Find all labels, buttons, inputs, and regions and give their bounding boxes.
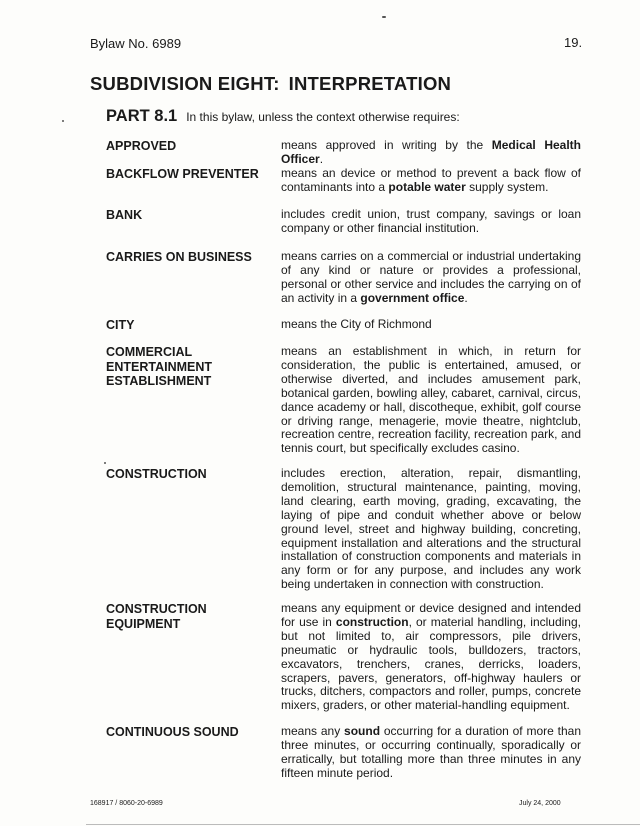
scan-speck [104, 462, 106, 464]
scan-speck [62, 120, 64, 122]
definition-term: BANK [106, 208, 143, 222]
definition-text-run: means any [281, 724, 345, 738]
definition-text-run: means any equipment or device designed and intended for use in [281, 601, 581, 629]
definition-text [281, 345, 581, 456]
section-title [90, 73, 451, 95]
definition-text-run: , or material handling, including, but not limited to, air compressors, pile drivers, pneumatic or hydraulic tools, bulldozers, tractors, excavators, trenchers, cranes, derricks, loaders, scrapers, pavers, generators, off-highway haulers or trucks, ditchers, compactors and roller, pumps, concrete mixers, graders, or other material-handling equipment. [281, 614, 581, 713]
definition-text-run: means the City of Richmond [281, 317, 432, 331]
defined-term-reference: government office [360, 290, 465, 305]
definition-text-run: . [319, 151, 324, 166]
definition-text-run: means an device or method to prevent a back flow of contaminants into a [281, 166, 581, 194]
definition-text [281, 602, 581, 713]
definition-term: CARRIES ON BUSINESS [106, 250, 252, 264]
definition-text [281, 318, 581, 332]
definition-term: CONTINUOUS SOUND [106, 725, 239, 739]
subdivision-name: INTERPRETATION [288, 73, 452, 94]
definition-text-run: includes credit union, trust company, savings or loan company or other financial institution. [281, 207, 581, 235]
definition-term: APPROVED [106, 139, 177, 153]
defined-term-reference: potable water [388, 179, 466, 194]
definition-term: CONSTRUCTION [106, 467, 207, 481]
definition-text [281, 139, 581, 167]
definition-text-run: means carries on a commercial or industrial undertaking of any kind or nature or provides a professional, personal or other service and includes the carrying on of an activity in a [281, 249, 581, 305]
part-label: PART 8.1 [106, 107, 178, 125]
document-date: July 24, 2000 [519, 800, 561, 807]
defined-term-reference: sound [344, 724, 381, 738]
definition-text-run: . [464, 290, 468, 305]
definition-text-run: means approved in writing by the [281, 138, 492, 152]
definition-text-run: includes erection, alteration, repair, dismantling, demolition, structural maintenance, painting, moving, land clearing, earth moving, grading, excavating, the laying of pipe and conduit whether above or below ground level, street and highway building, concreting, equipment installation and alterations and the structural installation of construction components and materials in any form or for any purpose, and includes any work being undertaken in connection with construction. [281, 466, 581, 592]
scan-edge [86, 824, 640, 825]
definition-text [281, 167, 581, 195]
definition-text-run: occurring for a duration of more than three minutes, or occurring continually, sporadically or erratically, but totalling more than three minutes in any fifteen minute period. [281, 724, 581, 780]
definition-term: CONSTRUCTION EQUIPMENT [106, 602, 207, 631]
definition-text [281, 250, 581, 306]
definition-text [281, 208, 581, 236]
scan-speck [382, 16, 386, 18]
definition-term: CITY [106, 318, 135, 332]
defined-term-reference: construction [335, 614, 409, 629]
subdivision-label: SUBDIVISION EIGHT: [90, 73, 280, 94]
part-intro: In this bylaw, unless the context otherwise requires: [186, 110, 460, 124]
page-number: 19. [564, 35, 583, 50]
definition-term: COMMERCIAL ENTERTAINMENT ESTABLISHMENT [106, 345, 213, 389]
document-reference: 168917 / 8060-20-6989 [90, 800, 163, 807]
definition-text-run: supply system. [465, 179, 549, 194]
defined-term-reference: Medical Health Officer [281, 138, 581, 166]
part-heading [106, 107, 460, 126]
definition-text [281, 725, 581, 781]
definition-text [281, 467, 581, 592]
bylaw-number: Bylaw No. 6989 [90, 36, 182, 51]
definition-term: BACKFLOW PREVENTER [106, 167, 259, 181]
definition-text-run: means an establishment in which, in return for consideration, the public is entertained, amused, or otherwise diverted, and includes amusement park, botanical garden, bowling alley, cabaret, carnival, circus, dance academy or hall, discotheque, exhibit, golf course or driving range, menagerie, movie theatre, nightclub, recreation centre, recreation facility, recreation park, and tennis court, but specifically excludes casino. [281, 344, 581, 456]
